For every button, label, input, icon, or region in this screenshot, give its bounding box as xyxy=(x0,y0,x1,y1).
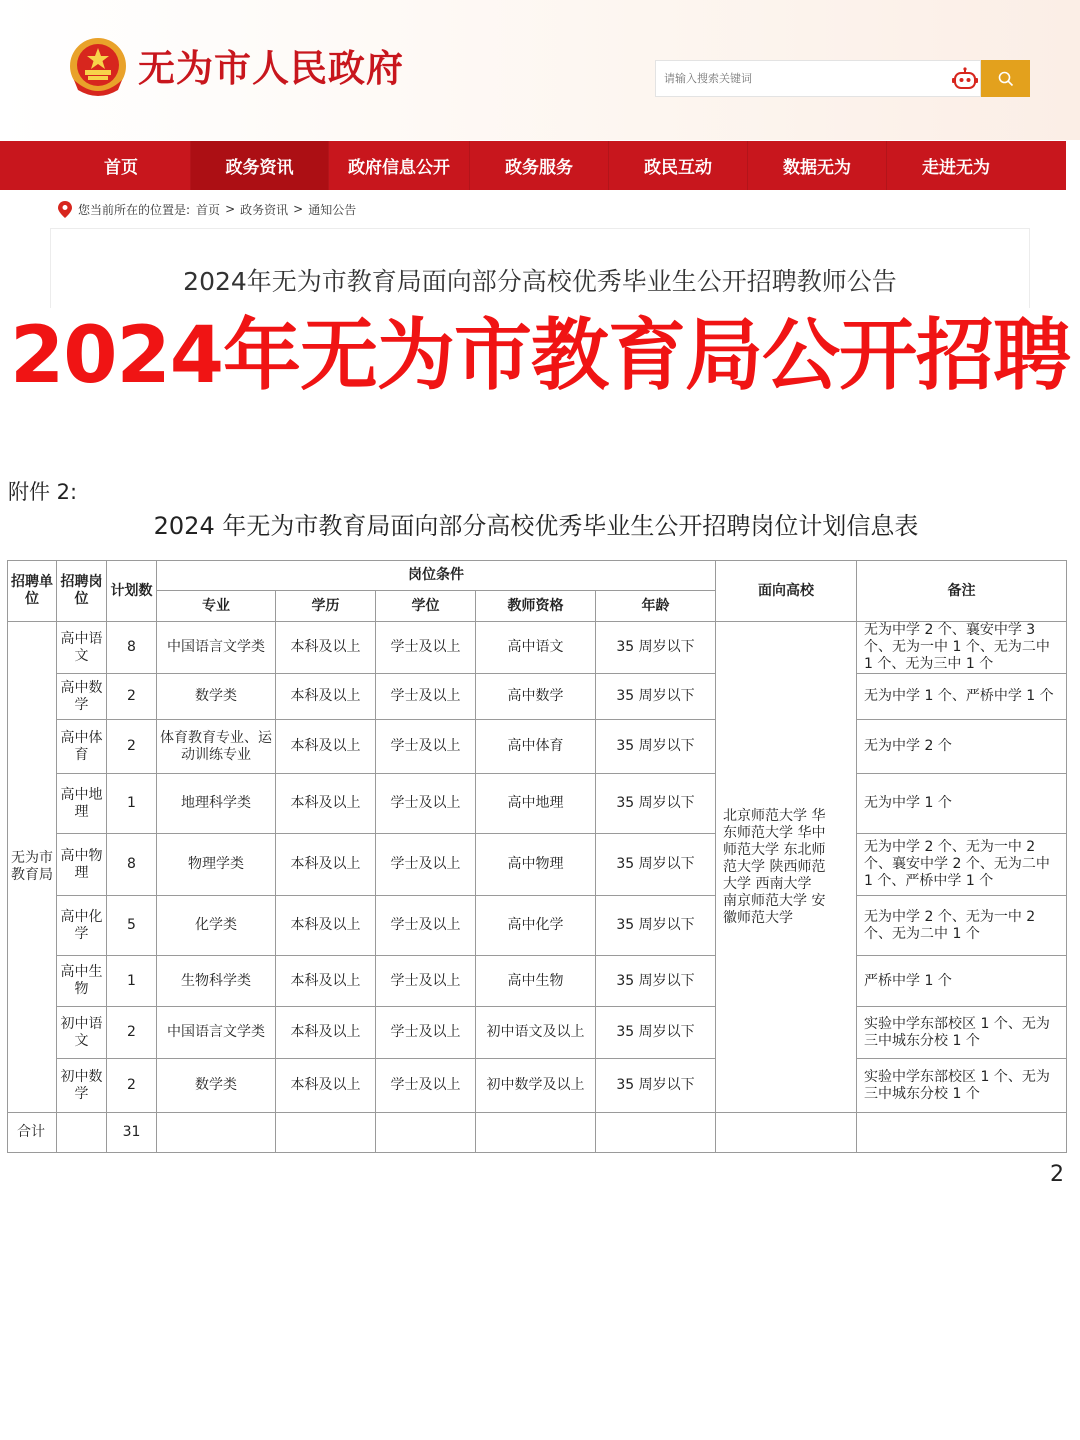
qualification-cell: 高中物理 xyxy=(476,834,596,896)
header-plan: 计划数 xyxy=(107,561,157,622)
main-nav xyxy=(0,141,1066,190)
overlay-headline: 2024年无为市教育局公开招聘 xyxy=(9,311,1071,401)
search-box xyxy=(655,60,981,97)
age-cell: 35 周岁以下 xyxy=(596,622,716,674)
education-cell: 本科及以上 xyxy=(276,1059,376,1113)
count-cell: 8 xyxy=(107,834,157,896)
table-row xyxy=(8,720,1067,774)
education-cell: 本科及以上 xyxy=(276,834,376,896)
remarks-cell: 无为中学 2 个 xyxy=(857,720,1067,774)
remarks-cell: 实验中学东部校区 1 个、无为三中城东分校 1 个 xyxy=(857,1059,1067,1113)
major-cell: 数学类 xyxy=(157,1059,276,1113)
count-cell: 2 xyxy=(107,720,157,774)
nav-item-home[interactable]: 首页 xyxy=(104,158,138,178)
table-row xyxy=(8,674,1067,720)
location-pin-icon xyxy=(58,201,72,218)
table-row xyxy=(8,1059,1067,1113)
table-row xyxy=(8,774,1067,834)
breadcrumb xyxy=(58,200,356,218)
count-cell: 1 xyxy=(107,956,157,1007)
remarks-cell: 无为中学 2 个、无为一中 2 个、无为二中 1 个 xyxy=(857,896,1067,956)
header-universities: 面向高校 xyxy=(716,561,857,622)
search-input[interactable] xyxy=(656,61,946,96)
qualification-cell: 高中数学 xyxy=(476,674,596,720)
qualification-cell: 高中地理 xyxy=(476,774,596,834)
degree-cell: 学士及以上 xyxy=(376,834,476,896)
table-row xyxy=(8,622,1067,674)
search-icon xyxy=(998,71,1014,87)
age-cell: 35 周岁以下 xyxy=(596,1059,716,1113)
header-remarks: 备注 xyxy=(857,561,1067,622)
header-conditions: 岗位条件 xyxy=(157,561,716,591)
table-row xyxy=(8,896,1067,956)
degree-cell: 学士及以上 xyxy=(376,1007,476,1059)
header-qualification: 教师资格 xyxy=(476,591,596,622)
degree-cell: 学士及以上 xyxy=(376,896,476,956)
robot-assistant-icon[interactable] xyxy=(952,67,978,91)
unit-cell: 无为市教育局 xyxy=(8,622,57,1113)
post-cell: 初中语文 xyxy=(57,1007,107,1059)
table-row xyxy=(8,956,1067,1007)
breadcrumb-notices[interactable]: 通知公告 xyxy=(308,202,357,217)
education-cell: 本科及以上 xyxy=(276,774,376,834)
post-cell: 初中数学 xyxy=(57,1059,107,1113)
count-cell: 2 xyxy=(107,1007,157,1059)
age-cell: 35 周岁以下 xyxy=(596,774,716,834)
nav-item-news[interactable]: 政务资讯 xyxy=(191,141,328,190)
table-total-row xyxy=(8,1113,1067,1153)
header-unit: 招聘单位 xyxy=(8,561,57,622)
remarks-cell: 无为中学 2 个、无为一中 2 个、襄安中学 2 个、无为二中 1 个、严桥中学 1 个 xyxy=(857,834,1067,896)
post-cell: 高中地理 xyxy=(57,774,107,834)
nav-item-data[interactable]: 数据无为 xyxy=(783,158,851,178)
breadcrumb-sep: > xyxy=(225,202,236,216)
major-cell: 地理科学类 xyxy=(157,774,276,834)
header-age: 年龄 xyxy=(596,591,716,622)
header-major: 专业 xyxy=(157,591,276,622)
count-cell: 2 xyxy=(107,674,157,720)
table-title: 2024 年无为市教育局面向部分高校优秀毕业生公开招聘岗位计划信息表 xyxy=(153,512,919,540)
nav-item-services[interactable]: 政务服务 xyxy=(505,158,573,178)
total-count: 31 xyxy=(107,1113,157,1153)
education-cell: 本科及以上 xyxy=(276,956,376,1007)
post-cell: 高中物理 xyxy=(57,834,107,896)
remarks-cell: 无为中学 2 个、襄安中学 3 个、无为一中 1 个、无为二中 1 个、无为三中 1 个 xyxy=(857,622,1067,674)
degree-cell: 学士及以上 xyxy=(376,1059,476,1113)
major-cell: 数学类 xyxy=(157,674,276,720)
education-cell: 本科及以上 xyxy=(276,720,376,774)
recruitment-plan-table xyxy=(7,560,1067,1153)
remarks-cell: 严桥中学 1 个 xyxy=(857,956,1067,1007)
table-row xyxy=(8,1007,1067,1059)
nav-item-info-disclosure[interactable]: 政府信息公开 xyxy=(348,158,450,178)
count-cell: 1 xyxy=(107,774,157,834)
breadcrumb-home[interactable]: 首页 xyxy=(196,202,221,217)
age-cell: 35 周岁以下 xyxy=(596,834,716,896)
breadcrumb-sep: > xyxy=(293,202,304,216)
qualification-cell: 高中体育 xyxy=(476,720,596,774)
national-emblem-icon xyxy=(68,36,128,98)
header-education: 学历 xyxy=(276,591,376,622)
remarks-cell: 无为中学 1 个、严桥中学 1 个 xyxy=(857,674,1067,720)
qualification-cell: 高中生物 xyxy=(476,956,596,1007)
article-title: 2024年无为市教育局面向部分高校优秀毕业生公开招聘教师公告 xyxy=(183,267,897,296)
nav-item-interaction[interactable]: 政民互动 xyxy=(644,158,712,178)
major-cell: 化学类 xyxy=(157,896,276,956)
breadcrumb-news[interactable]: 政务资讯 xyxy=(240,202,289,217)
qualification-cell: 高中化学 xyxy=(476,896,596,956)
degree-cell: 学士及以上 xyxy=(376,956,476,1007)
header-degree: 学位 xyxy=(376,591,476,622)
degree-cell: 学士及以上 xyxy=(376,720,476,774)
major-cell: 物理学类 xyxy=(157,834,276,896)
header-post: 招聘岗位 xyxy=(57,561,107,622)
post-cell: 高中生物 xyxy=(57,956,107,1007)
age-cell: 35 周岁以下 xyxy=(596,896,716,956)
major-cell: 中国语言文学类 xyxy=(157,622,276,674)
age-cell: 35 周岁以下 xyxy=(596,1007,716,1059)
count-cell: 5 xyxy=(107,896,157,956)
major-cell: 体育教育专业、运动训练专业 xyxy=(157,720,276,774)
degree-cell: 学士及以上 xyxy=(376,622,476,674)
universities-cell: 北京师范大学 华东师范大学 华中师范大学 东北师范大学 陕西师范大学 西南大学 南京师范大学 安徽师范大学 xyxy=(716,622,857,1113)
education-cell: 本科及以上 xyxy=(276,896,376,956)
post-cell: 高中体育 xyxy=(57,720,107,774)
degree-cell: 学士及以上 xyxy=(376,674,476,720)
education-cell: 本科及以上 xyxy=(276,674,376,720)
post-cell: 高中语文 xyxy=(57,622,107,674)
table-row xyxy=(8,834,1067,896)
count-cell: 8 xyxy=(107,622,157,674)
post-cell: 高中化学 xyxy=(57,896,107,956)
post-cell: 高中数学 xyxy=(57,674,107,720)
breadcrumb-prefix: 您当前所在的位置是: xyxy=(78,202,191,217)
education-cell: 本科及以上 xyxy=(276,1007,376,1059)
page-number: 2 xyxy=(1050,1162,1064,1187)
attachment-label: 附件 2: xyxy=(8,480,78,504)
site-title[interactable]: 无为市人民政府 xyxy=(138,47,404,90)
qualification-cell: 高中语文 xyxy=(476,622,596,674)
total-label: 合计 xyxy=(8,1113,57,1153)
qualification-cell: 初中语文及以上 xyxy=(476,1007,596,1059)
count-cell: 2 xyxy=(107,1059,157,1113)
qualification-cell: 初中数学及以上 xyxy=(476,1059,596,1113)
major-cell: 生物科学类 xyxy=(157,956,276,1007)
remarks-cell: 无为中学 1 个 xyxy=(857,774,1067,834)
age-cell: 35 周岁以下 xyxy=(596,674,716,720)
nav-item-about[interactable]: 走进无为 xyxy=(922,158,990,178)
education-cell: 本科及以上 xyxy=(276,622,376,674)
age-cell: 35 周岁以下 xyxy=(596,720,716,774)
search-button[interactable] xyxy=(981,60,1030,97)
site-header xyxy=(0,0,1080,140)
remarks-cell: 实验中学东部校区 1 个、无为三中城东分校 1 个 xyxy=(857,1007,1067,1059)
age-cell: 35 周岁以下 xyxy=(596,956,716,1007)
degree-cell: 学士及以上 xyxy=(376,774,476,834)
major-cell: 中国语言文学类 xyxy=(157,1007,276,1059)
